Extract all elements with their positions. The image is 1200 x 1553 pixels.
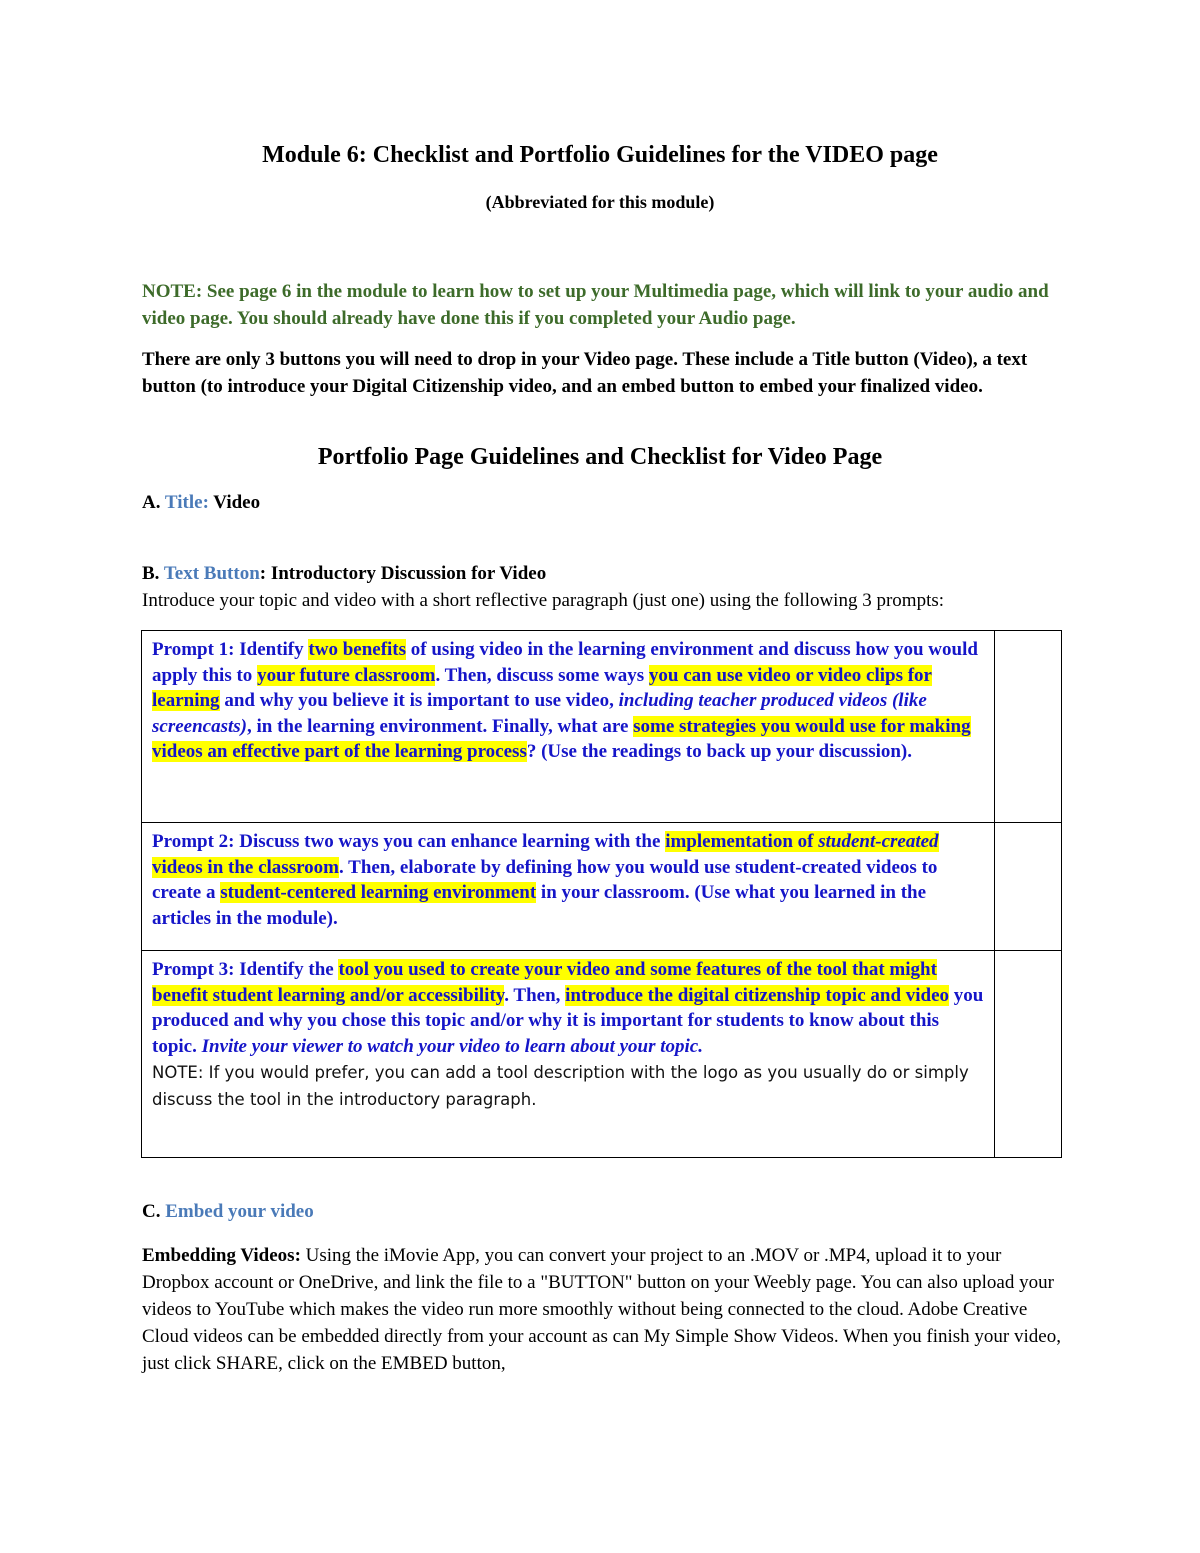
prompt-2-cell — [142, 823, 995, 951]
embedding-lead: Embedding Videos: — [142, 1245, 301, 1266]
page-title: Module 6: Checklist and Portfolio Guidelines for the VIDEO page — [262, 142, 938, 168]
section-b-value: Introductory Discussion for Video — [266, 563, 547, 584]
setup-note: NOTE: See page 6 in the module to learn how to set up your Multimedia page, which will link to your audio and video page. You should already have done this if you completed your Audio page. — [142, 281, 1049, 329]
intro-paragraph: There are only 3 buttons you will need to drop in your Video page. These include a Title button (Video), a text button (to introduce your Digital Citizenship video, and an embed button to embed your finalized video. — [142, 349, 1028, 397]
section-b-colon: : — [259, 563, 267, 584]
prompt-3-text: Prompt 3: Identify the tool you used to create your video and some features of the tool that might benefit student learning and/or accessibility. Then, introduce the digital citizenship topic and video you produced and why you chose this topic and/or why it is important for students to know about this topic. Invite your viewer to watch your video to learn about your topic. NOTE: If you would prefer, you can add a tool description with the logo as you usually do or simply discuss the tool in the introductory paragraph. — [142, 951, 994, 1113]
section-b — [142, 563, 1062, 585]
page-subtitle: (Abbreviated for this module) — [485, 192, 715, 212]
section-b-label: Text Button — [163, 563, 260, 584]
prompt-3-checkbox-cell[interactable] — [995, 951, 1062, 1158]
prompt-3-note: NOTE: If you would prefer, you can add a tool description with the logo as you usually do or simply discuss the tool in the introductory paragraph. — [152, 1063, 969, 1109]
section-a — [142, 492, 1062, 514]
prompt-2-text: Prompt 2: Discuss two ways you can enhance learning with the implementation of student-created videos in the classroom. Then, elaborate by defining how you would use student-created videos to create a student-centered learning environment in your classroom. (Use what you learned in the articles in the module). — [152, 831, 939, 929]
section-heading: Portfolio Page Guidelines and Checklist for Video Page — [317, 444, 883, 470]
section-a-colon: : — [202, 492, 209, 513]
section-a-value: Video — [208, 492, 261, 513]
prompt-1-checkbox-cell[interactable] — [995, 631, 1062, 823]
prompt-row — [142, 951, 1062, 1158]
prompt-2-checkbox-cell[interactable] — [995, 823, 1062, 951]
section-c-label: Embed your video — [165, 1201, 314, 1222]
section-a-label: Title — [164, 492, 203, 513]
prompt-3-cell — [142, 951, 995, 1158]
embedding-text: Using the iMovie App, you can convert your project to an .MOV or .MP4, upload it to your Dropbox account or OneDrive, and link the file to a "BUTTON" button on your Weebly page. You can also upload your videos to YouTube which makes the video run more smoothly without being connected to the cloud. Adobe Creative Cloud videos can be embedded directly from your account as can My Simple Show Videos. When you finish your video, just click SHARE, click on the EMBED button, — [142, 1245, 1061, 1374]
prompt-1-cell — [142, 631, 995, 823]
section-c — [142, 1201, 1062, 1223]
section-c-letter: C. — [142, 1201, 161, 1222]
embedding-paragraph — [142, 1242, 1072, 1377]
section-a-letter: A. — [142, 492, 161, 513]
prompt-row — [142, 631, 1062, 823]
prompt-row — [142, 823, 1062, 951]
section-b-letter: B. — [142, 563, 160, 584]
section-b-description: Introduce your topic and video with a short reflective paragraph (just one) using the following 3 prompts: — [142, 590, 945, 611]
prompt-1-text: Prompt 1: Identify two benefits of using video in the learning environment and discuss how you would apply this to your future classroom. Then, discuss some ways you can use video or video clips for learning and why you believe it is important to use video, including teacher produced videos (like screencasts), in the learning environment. Finally, what are some strategies you would use for making videos an effective part of the learning process? (Use the readings to back up your discussion). — [152, 639, 978, 762]
prompts-table — [141, 630, 1062, 1158]
